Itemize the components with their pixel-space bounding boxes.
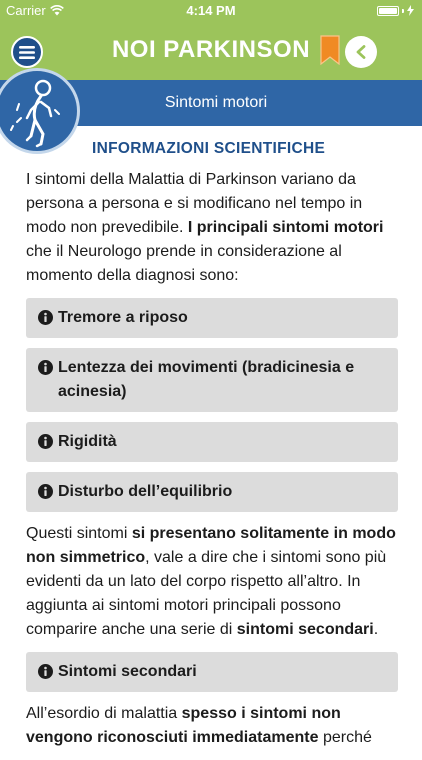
accordion-label: Rigidità xyxy=(58,433,117,450)
info-icon xyxy=(38,360,53,375)
accordion-secondari[interactable] xyxy=(26,652,398,692)
info-icon xyxy=(38,484,53,499)
app-title: NOI PARKINSON xyxy=(111,36,311,63)
bookmark-icon xyxy=(320,35,340,65)
bookmark-button[interactable] xyxy=(320,35,340,70)
info-icon xyxy=(38,434,53,449)
carrier-label: Carrier xyxy=(6,3,46,18)
accordion-equilibrio[interactable] xyxy=(26,472,398,512)
status-bar xyxy=(0,0,422,22)
content-heading: INFORMAZIONI SCIENTIFICHE xyxy=(92,140,326,157)
accordion-label: Disturbo dell’equilibrio xyxy=(58,483,233,500)
accordion-label: Sintomi secondari xyxy=(58,663,197,680)
back-button[interactable] xyxy=(345,36,377,68)
accordion-label: Tremore a riposo xyxy=(58,309,188,326)
trembling-person-icon xyxy=(5,74,69,148)
battery-indicator xyxy=(377,5,414,16)
info-icon xyxy=(38,664,53,679)
clock: 4:14 PM xyxy=(186,3,236,18)
accordion-lentezza[interactable] xyxy=(26,348,398,412)
charging-icon xyxy=(407,5,414,16)
onset-paragraph: All’esordio di malattia spesso i sintomi non vengono riconosciuti immediatamente perché xyxy=(26,705,372,746)
article-content xyxy=(26,140,398,760)
accordion-label: Lentezza dei movimenti (bradicinesia e acinesia) xyxy=(58,359,355,400)
battery-icon xyxy=(377,6,399,16)
chevron-left-icon xyxy=(355,45,367,59)
accordion-tremore[interactable] xyxy=(26,298,398,338)
info-icon xyxy=(38,310,53,325)
symmetry-paragraph: Questi sintomi si presentano solitamente in modo non simmetrico, vale a dire che i sintomi sono più evidenti da un lato del corpo rispetto all’altro. In aggiunta ai sintomi motori principali possono comparire anche una serie di sintomi secondari. xyxy=(26,525,396,638)
accordion-rigidita[interactable] xyxy=(26,422,398,462)
app-header xyxy=(0,22,422,80)
intro-paragraph: I sintomi della Malattia di Parkinson variano da persona a persona e si modificano nel tempo in modo non prevedibile. I principali sintomi motori che il Neurologo prende in considerazione al momento della diagnosi sono: xyxy=(26,171,384,284)
section-title: Sintomi motori xyxy=(164,94,268,111)
